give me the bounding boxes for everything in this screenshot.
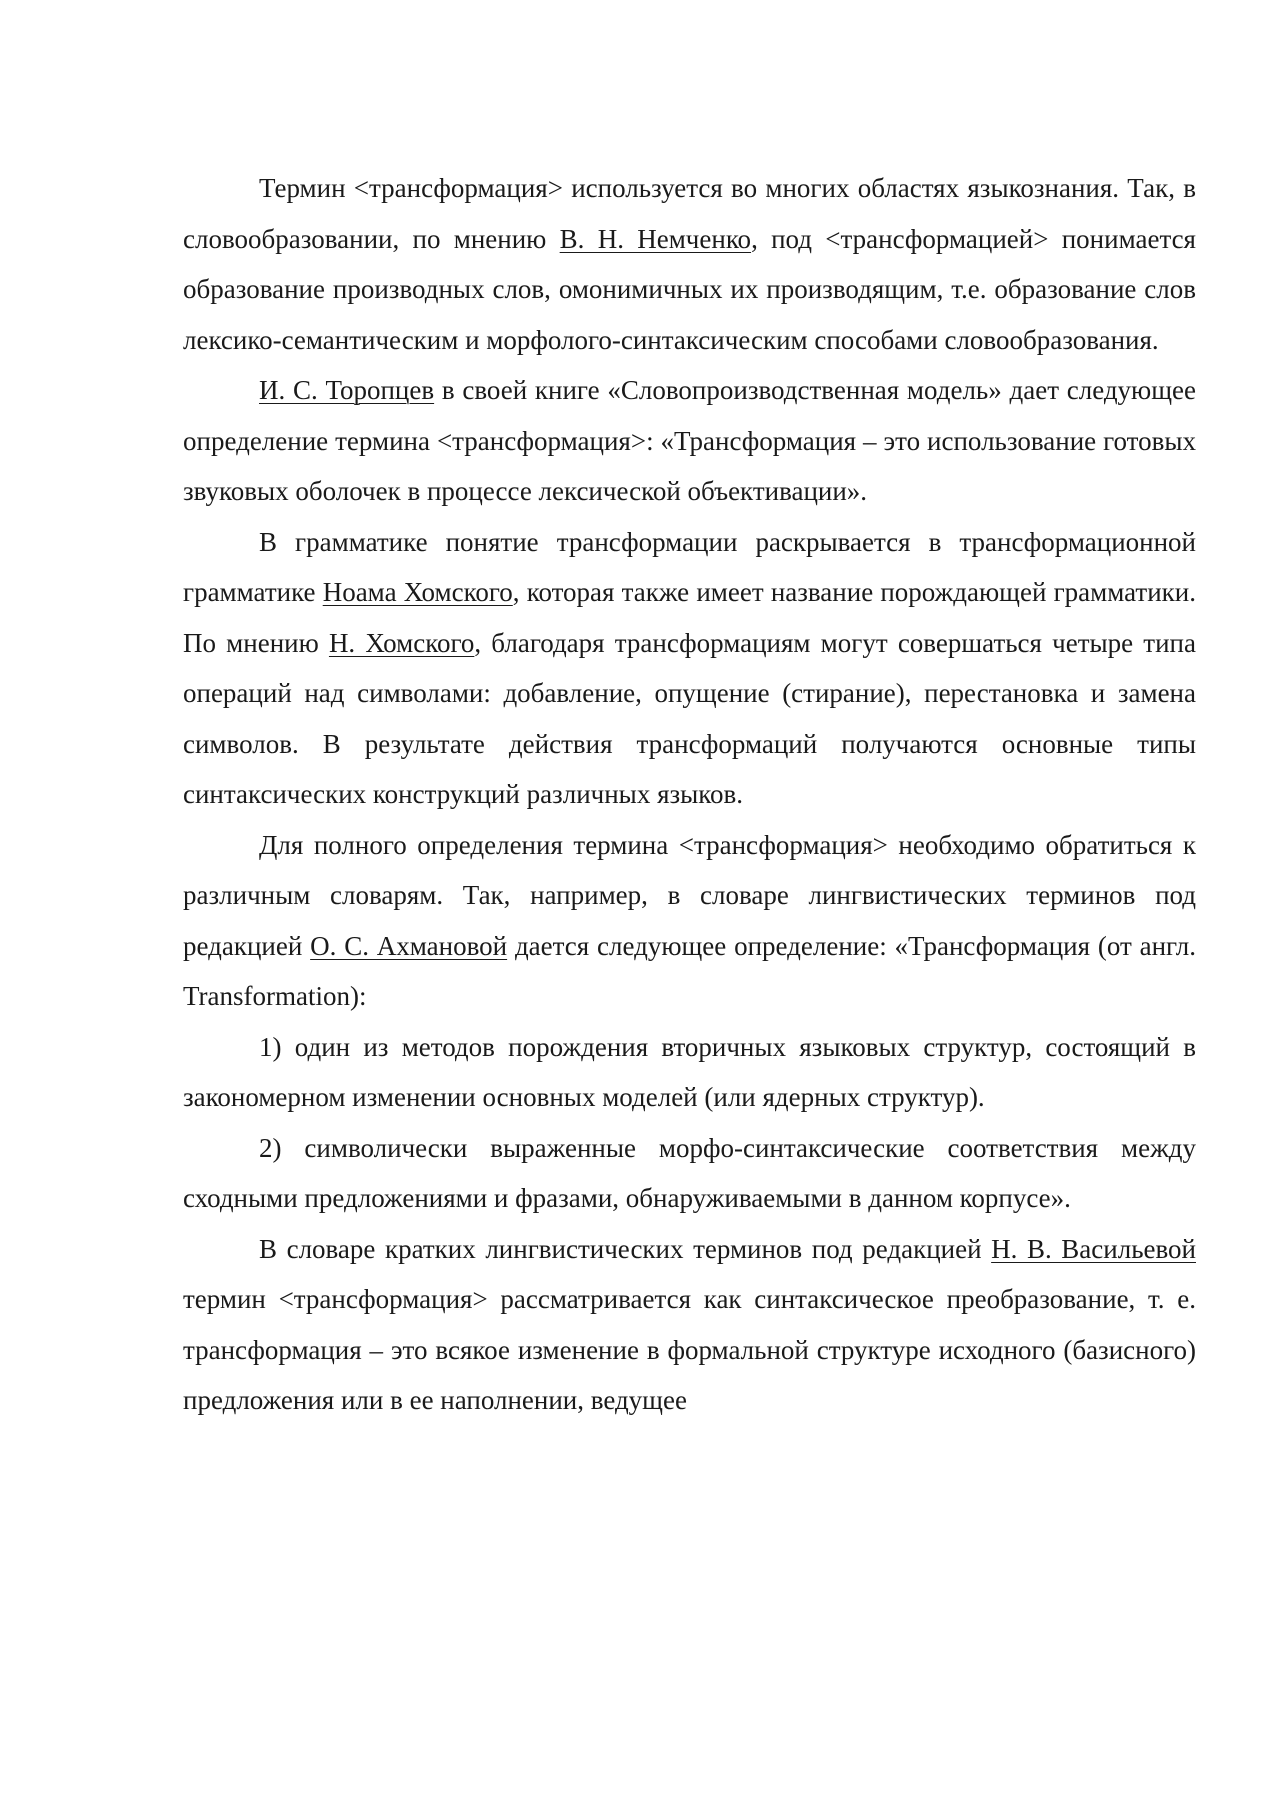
author-link-toroptsev[interactable]: И. С. Торопцев bbox=[259, 375, 435, 405]
paragraph-text: дается следующее определение: «Трансформация (от англ. Transformation): bbox=[183, 930, 1196, 1011]
paragraph-4 bbox=[183, 820, 1196, 1022]
author-link-chomsky[interactable]: Н. Хомского bbox=[328, 627, 475, 658]
author-link-vasilieva[interactable]: Н. В. Васильевой bbox=[991, 1233, 1196, 1264]
paragraph-text: В словаре кратких лингвистических терминов под редакцией bbox=[259, 1233, 992, 1264]
paragraph-text: в своей книге «Словопроизводственная модель» дает следующее определение термина <трансформация>: «Трансформация – это использование готовых звуковых оболочек в процессе лексической объективации». bbox=[183, 375, 1196, 506]
paragraph-text: Для полного определения термина <трансформация> необходимо обратиться к различным словарям. Так, например, в словаре лингвистических терминов под редакцией bbox=[183, 829, 1196, 961]
paragraph-2 bbox=[183, 365, 1196, 517]
paragraph-text: , под <трансформацией> понимается образование производных слов, омонимичных их производящим, т.е. образование слов лексико-семантическим и морфолого-синтаксическим способами словообразования. bbox=[183, 223, 1196, 355]
document-page bbox=[183, 163, 1196, 1426]
paragraph-text: 2) символически выраженные морфо-синтаксические соответствия между сходными предложениями и фразами, обнаруживаемыми в данном корпусе». bbox=[183, 1132, 1196, 1213]
author-link-nemchenko[interactable]: В. Н. Немченко bbox=[559, 223, 752, 254]
author-link-akhmanova[interactable]: О. С. Ахмановой bbox=[310, 930, 508, 961]
paragraph-text: Термин <трансформация> используется во многих областях языкознания. Так, в словообразовании, по мнению bbox=[183, 173, 1196, 254]
paragraph-text: , которая также имеет название порождающей грамматики. По мнению bbox=[183, 577, 1196, 658]
paragraph-text: термин <трансформация> рассматривается как синтаксическое преобразование, т. е. трансформация – это всякое изменение в формальной структуре исходного (базисного) предложения или в ее наполнении, ведущее bbox=[183, 1284, 1196, 1415]
paragraph-text: В грамматике понятие трансформации раскрывается в трансформационной грамматике bbox=[183, 526, 1196, 607]
paragraph-1 bbox=[183, 163, 1196, 365]
paragraph-5 bbox=[183, 1022, 1196, 1123]
author-link-chomsky-full[interactable]: Ноама Хомского bbox=[322, 577, 513, 607]
paragraph-7 bbox=[183, 1224, 1196, 1426]
paragraph-text: 1) один из методов порождения вторичных языковых структур, состоящий в закономерном изменении основных моделей (или ядерных структур). bbox=[183, 1031, 1196, 1112]
paragraph-text: , благодаря трансформациям могут совершаться четыре типа операций над символами: добавление, опущение (стирание), перестановка и замена символов. В результате действия трансформаций получаются основные типы синтаксических конструкций различных языков. bbox=[183, 627, 1196, 809]
paragraph-6 bbox=[183, 1123, 1196, 1224]
paragraph-3 bbox=[183, 517, 1196, 820]
